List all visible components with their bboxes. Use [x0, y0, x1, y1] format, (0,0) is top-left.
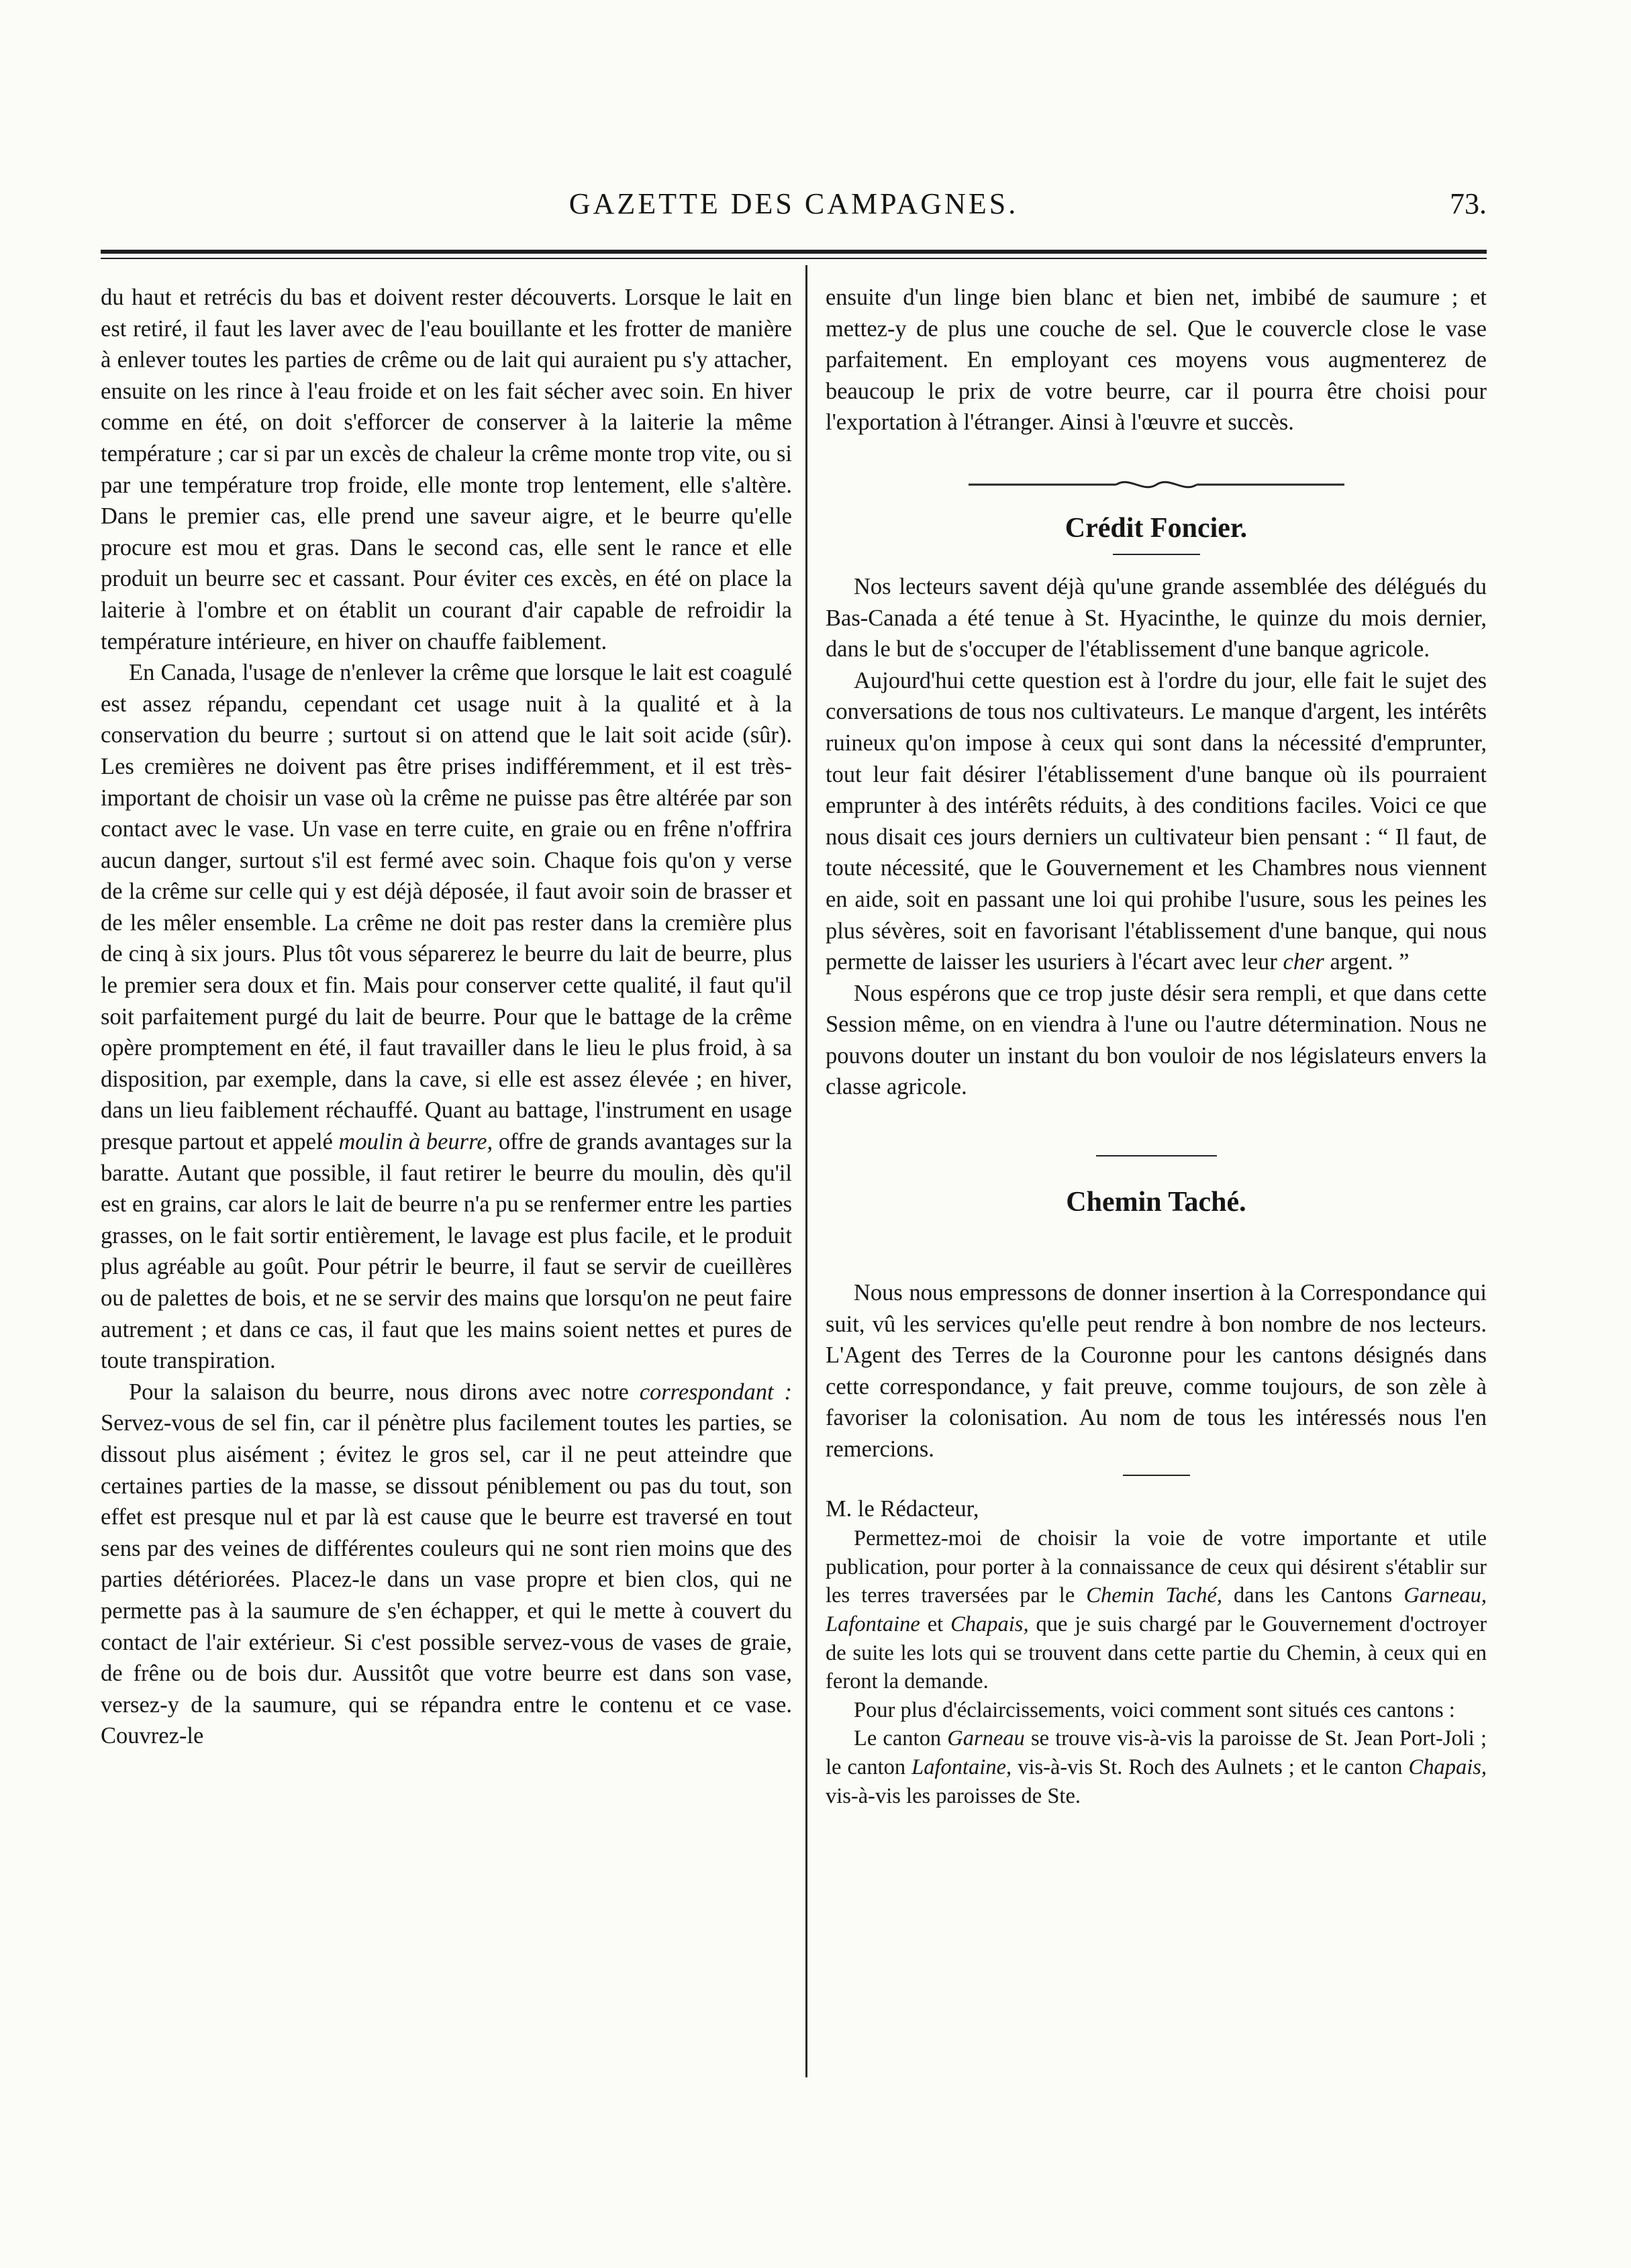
letter-paragraph: Permettez-moi de choisir la voie de votre importante et utile publication, pour porter à la connaissance de ceux qui désirent s'établir sur les terres traversées par le Chemin Taché, dans les Cantons Garneau, Lafontaine et Chapais, que je suis chargé par le Gouvernement d'octroyer de suite les lots qui se trouvent dans cette partie du Chemin, à ceux qui en feront la demande.: [826, 1526, 1487, 1694]
section-title-chemin-tache: Chemin Taché.: [1066, 1187, 1246, 1218]
letter-paragraph: Le canton Garneau se trouve vis-à-vis la paroisse de St. Jean Port-Joli ; le canton Lafontaine, vis-à-vis St. Roch des Aulnets ; et le canton Chapais, vis-à-vis les paroisses de Ste.: [826, 1726, 1487, 1808]
title-rule: [1113, 554, 1200, 555]
header-rule-thin: [101, 258, 1487, 259]
short-rule: [1123, 1475, 1190, 1476]
page-number: 73.: [1450, 187, 1487, 220]
page-title: GAZETTE DES CAMPAGNES.: [569, 187, 1019, 220]
paragraph: Nous nous empressons de donner insertion à la Correspondance qui suit, vû les services qu'elle peut rendre à bon nombre de nos lecteurs. L'Agent des Terres de la Couronne pour les cantons désignés dans cette correspondance, y fait preuve, comme toujours, de son zèle à favoriser la colonisation. Au nom de tous les intéressés nous l'en remercions.: [826, 1280, 1487, 1463]
paragraph: En Canada, l'usage de n'enlever la crême que lorsque le lait est coagulé est assez répandu, cependant cet usage nuit à la qualité et à la conservation du beurre ; surtout si on attend que le lait soit acide (sûr). Les cremières ne doivent pas être prises indifféremment, et il est très-important de choisir un vase où la crême ne puisse pas être altérée par son contact avec le vase. Un vase en terre cuite, en graie ou en frêne n'offrira aucun danger, surtout s'il est fermé avec soin. Chaque fois qu'on y verse de la crême sur celle qui y est déjà déposée, il faut avoir soin de brasser et de les mêler ensemble. La crême ne doit pas rester dans la cremière plus de cinq à six jours. Plus tôt vous séparerez le beurre du lait de beurre, plus le premier sera doux et fin. Mais pour conserver cette qualité, il faut qu'il soit parfaitement purgé du lait de beurre. Pour que le battage de la crême opère promptement en été, il faut travailler dans le lieu le plus froid, à sa disposition, par exemple, dans la cave, si elle est assez élevée ; en hiver, dans un lieu faiblement réchauffé. Quant au battage, l'instrument en usage presque partout et appelé moulin à beurre, offre de grands avantages sur la baratte. Autant que possible, il faut retirer le beurre du moulin, dès qu'il est en grains, car alors le lait de beurre n'a pu se renfermer entre les parties grasses, on le fait sortir entièrement, le lavage est plus facile, et le produit plus agréable au goût. Pour pétrir le beurre, il faut se servir de cueillères ou de palettes de bois, et ne se servir des mains que lorsqu'on ne peut faire autrement ; et dans ce cas, il faut que les mains soient nettes et pures de toute transpiration.: [101, 660, 793, 1374]
paragraph: Nous espérons que ce trop juste désir sera rempli, et que dans cette Session même, on en viendra à l'une ou l'autre détermination. Nous ne pouvons douter un instant du bon vouloir de nos législateurs envers la classe agricole.: [826, 980, 1487, 1100]
page-header: [101, 187, 1487, 240]
section-title-credit-foncier: Crédit Foncier.: [1065, 512, 1248, 544]
column-divider: [805, 265, 807, 2077]
header-rule: [101, 250, 1487, 254]
paragraph: Nos lecteurs savent déjà qu'une grande assemblée des délégués du Bas-Canada a été tenue à St. Hyacinthe, le quinze du mois dernier, dans le but de s'occuper de l'établissement d'une banque agricole.: [826, 573, 1487, 662]
left-column: [101, 282, 792, 1752]
salutation: M. le Rédacteur,: [826, 1495, 979, 1522]
letter-paragraph: Pour plus d'éclaircissements, voici comment sont situés ces cantons :: [854, 1697, 1455, 1722]
paragraph: Aujourd'hui cette question est à l'ordre du jour, elle fait le sujet des conversations de tous nos cultivateurs. Le manque d'argent, les intérêts ruineux qu'on impose à ceux qui sont dans la nécessité d'emprunter, tout leur fait désirer l'établissement d'une banque où ils pourraient emprunter à des intérêts réduits, à des conditions faciles. Voici ce que nous disait ces jours derniers un cultivateur bien pensant : “ Il faut, de toute nécessité, que le Gouvernement et les Chambres nous viennent en aide, soit en passant une loi qui prohibe l'usure, sous les peines les plus sévères, soit en favorisant l'établissement d'une banque, qui nous permette de laisser les usuriers à l'écart avec leur cher argent. ”: [826, 667, 1487, 975]
right-column: [826, 282, 1487, 1810]
paragraph: Pour la salaison du beurre, nous dirons avec notre correspondant : Servez-vous de sel fin, car il pénètre plus facilement toutes les parties, se dissout plus aisément ; évitez le gros sel, car il ne peut atteindre que certaines parties de la masse, se dissout péniblement ou pas du tout, son effet est presque nul et par là est cause que le beurre est traversé en tout sens par des veines de différentes couleurs qui ne sont rien moins que des parties détériorées. Placez-le dans un vase propre et bien clos, qui ne permette pas à la saumure de s'en échapper, et qui le mette à couvert du contact de l'air extérieur. Si c'est possible servez-vous de vases de graie, de frêne ou de bois dur. Aussitôt que votre beurre est dans son vase, versez-y de la saumure, qui se répandra entre le contenu et ce vase. Couvrez-le: [101, 1379, 792, 1749]
paragraph: ensuite d'un linge bien blanc et bien net, imbibé de saumure ; et mettez-y de plus une couche de sel. Que le couvercle close le vase parfaitement. En employant ces moyens vous augmenterez de beaucoup le prix de votre beurre, car il pourra être choisi pour l'exportation à l'étranger. Ainsi à l'œuvre et succès.: [826, 285, 1487, 436]
ornamental-divider: [969, 475, 1344, 495]
paragraph: du haut et retrécis du bas et doivent rester découverts. Lorsque le lait en est retiré, il faut les laver avec de l'eau bouillante et les frotter de manière à enlever toutes les parties de crême ou de lait qui auraient pu s'y attacher, ensuite on les rince à l'eau froide et on les fait sécher avec soin. En hiver comme en été, on doit s'efforcer de conserver à la laiterie la même température ; car si par un excès de chaleur la crême monte trop vite, ou si par une température trop froide, elle monte trop lentement, elle s'altère. Dans le premier cas, elle prend une saveur aigre, et le beurre qu'elle procure est mou et gras. Dans le second cas, elle sent le rance et elle produit un beurre sec et cassant. Pour éviter ces excès, en été on place la laiterie à l'ombre et on établit un courant d'air capable de refroidir la température intérieure, en hiver on chauffe faiblement.: [101, 285, 792, 654]
